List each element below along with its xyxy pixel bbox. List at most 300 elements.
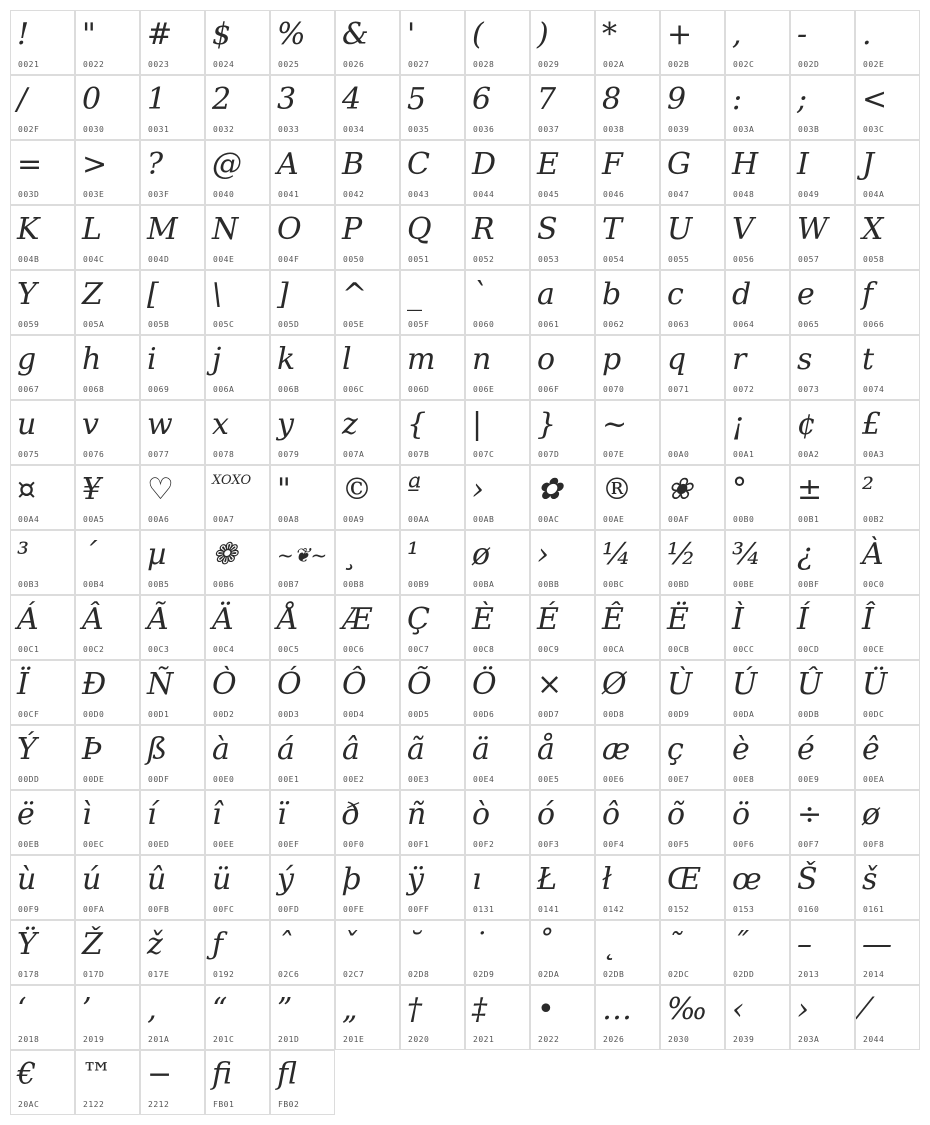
glyph-cell xyxy=(335,530,400,595)
glyph-cell xyxy=(75,10,140,75)
glyph-sample: — xyxy=(862,927,892,962)
glyph-codepoint-label: 00C0 xyxy=(863,580,885,589)
glyph-cell xyxy=(335,920,400,985)
glyph-sample: u xyxy=(17,407,37,442)
glyph-cell xyxy=(75,595,140,660)
glyph-codepoint-label: 0056 xyxy=(733,255,755,264)
glyph-cell xyxy=(10,855,75,920)
glyph-codepoint-label: 00B7 xyxy=(278,580,300,589)
glyph-cell xyxy=(205,660,270,725)
glyph-codepoint-label: 005A xyxy=(83,320,105,329)
glyph-sample: À xyxy=(862,537,884,572)
glyph-codepoint-label: 00B5 xyxy=(148,580,170,589)
glyph-codepoint-label: 0021 xyxy=(18,60,40,69)
glyph-cell xyxy=(205,595,270,660)
glyph-cell xyxy=(205,75,270,140)
glyph-codepoint-label: 00F0 xyxy=(343,840,365,849)
glyph-sample: É xyxy=(537,602,559,637)
glyph-codepoint-label: 00A9 xyxy=(343,515,365,524)
glyph-cell xyxy=(790,595,855,660)
glyph-codepoint-label: 0152 xyxy=(668,905,690,914)
glyph-sample: ž xyxy=(147,927,163,962)
glyph-cell xyxy=(205,1050,270,1115)
glyph-sample: ¢ xyxy=(797,407,817,442)
glyph-codepoint-label: 00D0 xyxy=(83,710,105,719)
glyph-sample: v xyxy=(82,407,99,442)
glyph-cell xyxy=(790,400,855,465)
glyph-sample: q xyxy=(667,342,687,377)
glyph-sample: Ž xyxy=(82,927,103,962)
glyph-cell xyxy=(205,920,270,985)
glyph-codepoint-label: 02DA xyxy=(538,970,560,979)
glyph-sample: Ç xyxy=(407,602,430,637)
glyph-sample: H xyxy=(732,147,759,182)
glyph-sample: é xyxy=(797,732,815,767)
glyph-cell xyxy=(660,335,725,400)
glyph-codepoint-label: 0073 xyxy=(798,385,820,394)
glyph-codepoint-label: 00F3 xyxy=(538,840,560,849)
glyph-sample: : xyxy=(732,82,743,117)
glyph-codepoint-label: 0047 xyxy=(668,190,690,199)
glyph-sample: \ xyxy=(212,277,223,312)
glyph-sample: 3 xyxy=(277,82,297,117)
glyph-cell xyxy=(855,465,920,530)
glyph-sample: ˘ xyxy=(407,927,422,962)
glyph-cell xyxy=(660,400,725,465)
glyph-codepoint-label: 0035 xyxy=(408,125,430,134)
glyph-cell xyxy=(205,335,270,400)
glyph-cell xyxy=(140,10,205,75)
glyph-cell xyxy=(855,335,920,400)
glyph-cell xyxy=(270,270,335,335)
glyph-sample: Í xyxy=(797,602,809,637)
glyph-cell xyxy=(725,725,790,790)
glyph-codepoint-label: 00F2 xyxy=(473,840,495,849)
glyph-cell xyxy=(855,140,920,205)
glyph-cell xyxy=(335,465,400,530)
glyph-codepoint-label: 02DB xyxy=(603,970,625,979)
glyph-sample: ' xyxy=(407,17,416,52)
glyph-sample: Î xyxy=(862,602,874,637)
glyph-codepoint-label: 00FF xyxy=(408,905,430,914)
glyph-cell xyxy=(205,270,270,335)
glyph-cell xyxy=(10,400,75,465)
glyph-codepoint-label: 00FB xyxy=(148,905,170,914)
glyph-sample: Å xyxy=(277,602,299,637)
glyph-sample: › xyxy=(472,472,484,507)
glyph-codepoint-label: 0025 xyxy=(278,60,300,69)
glyph-sample: ë xyxy=(17,797,35,832)
glyph-cell xyxy=(270,855,335,920)
glyph-cell xyxy=(660,985,725,1050)
glyph-codepoint-label: 2044 xyxy=(863,1035,885,1044)
glyph-sample: g xyxy=(17,342,37,377)
glyph-cell xyxy=(400,205,465,270)
glyph-sample: ê xyxy=(862,732,880,767)
glyph-codepoint-label: 004D xyxy=(148,255,170,264)
glyph-sample: Á xyxy=(17,602,39,637)
glyph-sample: ä xyxy=(472,732,490,767)
glyph-cell xyxy=(205,530,270,595)
glyph-cell xyxy=(855,75,920,140)
glyph-sample: © xyxy=(342,472,372,507)
glyph-cell xyxy=(270,595,335,660)
glyph-sample: z xyxy=(342,407,358,442)
glyph-codepoint-label: 2030 xyxy=(668,1035,690,1044)
glyph-sample: o xyxy=(537,342,556,377)
glyph-sample: Ã xyxy=(147,602,169,637)
glyph-codepoint-label: 02C6 xyxy=(278,970,300,979)
glyph-cell xyxy=(660,10,725,75)
glyph-codepoint-label: 2020 xyxy=(408,1035,430,1044)
glyph-codepoint-label: 00CC xyxy=(733,645,755,654)
glyph-sample: Q xyxy=(407,212,432,247)
glyph-sample: Š xyxy=(797,862,818,897)
glyph-sample: Ï xyxy=(17,667,29,702)
glyph-sample: ~ xyxy=(602,407,628,442)
glyph-codepoint-label: 00B8 xyxy=(343,580,365,589)
glyph-cell xyxy=(660,205,725,270)
glyph-codepoint-label: 0053 xyxy=(538,255,560,264)
glyph-sample: O xyxy=(277,212,302,247)
glyph-sample: ‡ xyxy=(472,992,487,1027)
glyph-cell xyxy=(75,75,140,140)
glyph-codepoint-label: 00E9 xyxy=(798,775,820,784)
glyph-codepoint-label: 00A3 xyxy=(863,450,885,459)
glyph-codepoint-label: 0072 xyxy=(733,385,755,394)
glyph-sample: ³ xyxy=(17,537,30,572)
glyph-cell xyxy=(140,530,205,595)
glyph-cell xyxy=(10,140,75,205)
glyph-codepoint-label: 00E8 xyxy=(733,775,755,784)
glyph-cell xyxy=(10,335,75,400)
glyph-sample: X xyxy=(862,212,884,247)
glyph-sample: † xyxy=(407,992,422,1027)
glyph-cell xyxy=(530,725,595,790)
glyph-sample: − xyxy=(147,1057,173,1092)
glyph-sample: E xyxy=(537,147,559,182)
glyph-codepoint-label: 2014 xyxy=(863,970,885,979)
glyph-cell xyxy=(595,660,660,725)
glyph-codepoint-label: 005B xyxy=(148,320,170,329)
glyph-cell xyxy=(530,465,595,530)
glyph-codepoint-label: 006F xyxy=(538,385,560,394)
glyph-sample: ‘ xyxy=(17,992,27,1027)
glyph-cell xyxy=(725,335,790,400)
glyph-codepoint-label: 2039 xyxy=(733,1035,755,1044)
glyph-cell xyxy=(140,75,205,140)
glyph-sample: á xyxy=(277,732,295,767)
glyph-sample: , xyxy=(732,17,742,52)
glyph-cell xyxy=(465,725,530,790)
glyph-sample: ñ xyxy=(407,797,427,832)
glyph-codepoint-label: 0068 xyxy=(83,385,105,394)
glyph-cell xyxy=(465,140,530,205)
glyph-cell xyxy=(855,205,920,270)
glyph-sample: Ì xyxy=(732,602,744,637)
glyph-codepoint-label: 003D xyxy=(18,190,40,199)
glyph-codepoint-label: 02C7 xyxy=(343,970,365,979)
glyph-cell xyxy=(400,10,465,75)
glyph-cell xyxy=(270,400,335,465)
glyph-sample: K xyxy=(17,212,40,247)
glyph-cell xyxy=(335,140,400,205)
glyph-sample: > xyxy=(82,147,108,182)
glyph-codepoint-label: 0076 xyxy=(83,450,105,459)
glyph-codepoint-label: 201D xyxy=(278,1035,300,1044)
glyph-cell xyxy=(335,595,400,660)
glyph-codepoint-label: 0038 xyxy=(603,125,625,134)
glyph-sample: ô xyxy=(602,797,621,832)
glyph-codepoint-label: 007D xyxy=(538,450,560,459)
glyph-codepoint-label: 00AA xyxy=(408,515,430,524)
glyph-cell xyxy=(335,400,400,465)
glyph-codepoint-label: 0040 xyxy=(213,190,235,199)
glyph-codepoint-label: 002A xyxy=(603,60,625,69)
glyph-cell xyxy=(790,920,855,985)
glyph-sample: ¹ xyxy=(407,537,420,572)
glyph-codepoint-label: 00D2 xyxy=(213,710,235,719)
glyph-sample: ✿ xyxy=(537,472,563,507)
glyph-sample: W xyxy=(797,212,828,247)
glyph-codepoint-label: 00FA xyxy=(83,905,105,914)
glyph-cell xyxy=(660,790,725,855)
glyph-codepoint-label: 00F9 xyxy=(18,905,40,914)
glyph-cell xyxy=(855,270,920,335)
glyph-codepoint-label: 00CE xyxy=(863,645,885,654)
glyph-sample: ¼ xyxy=(602,537,632,572)
glyph-sample: e xyxy=(797,277,815,312)
glyph-cell xyxy=(725,465,790,530)
glyph-codepoint-label: 005E xyxy=(343,320,365,329)
glyph-codepoint-label: 00BE xyxy=(733,580,755,589)
glyph-cell xyxy=(400,270,465,335)
glyph-cell xyxy=(465,10,530,75)
glyph-codepoint-label: 02DC xyxy=(668,970,690,979)
glyph-sample: % xyxy=(277,17,306,52)
glyph-sample: j xyxy=(212,342,222,377)
glyph-codepoint-label: 0070 xyxy=(603,385,625,394)
glyph-cell xyxy=(75,400,140,465)
glyph-cell xyxy=(595,75,660,140)
glyph-cell xyxy=(140,790,205,855)
glyph-sample: - xyxy=(797,17,808,52)
glyph-sample: ß xyxy=(147,732,168,767)
glyph-codepoint-label: 00D4 xyxy=(343,710,365,719)
glyph-sample: Â xyxy=(82,602,104,637)
glyph-sample: û xyxy=(147,862,167,897)
glyph-cell xyxy=(400,400,465,465)
glyph-sample: Ł xyxy=(537,862,558,897)
glyph-sample: ø xyxy=(862,797,881,832)
glyph-cell xyxy=(205,725,270,790)
glyph-codepoint-label: 0034 xyxy=(343,125,365,134)
glyph-codepoint-label: 00E1 xyxy=(278,775,300,784)
glyph-cell xyxy=(140,270,205,335)
glyph-sample: Y xyxy=(17,277,37,312)
glyph-codepoint-label: 00E4 xyxy=(473,775,495,784)
glyph-cell xyxy=(855,985,920,1050)
glyph-cell xyxy=(335,725,400,790)
glyph-codepoint-label: 00A0 xyxy=(668,450,690,459)
glyph-sample: ½ xyxy=(667,537,697,572)
glyph-sample: ¿ xyxy=(797,537,814,572)
glyph-sample: Ÿ xyxy=(17,927,37,962)
glyph-cell xyxy=(595,530,660,595)
glyph-cell xyxy=(790,75,855,140)
glyph-cell xyxy=(270,10,335,75)
glyph-codepoint-label: 00B9 xyxy=(408,580,430,589)
glyph-sample: " xyxy=(277,472,291,507)
glyph-sample: ú xyxy=(82,862,102,897)
glyph-cell xyxy=(465,400,530,465)
glyph-codepoint-label: 00A1 xyxy=(733,450,755,459)
glyph-sample: â xyxy=(342,732,360,767)
glyph-cell xyxy=(855,790,920,855)
glyph-codepoint-label: FB02 xyxy=(278,1100,300,1109)
glyph-codepoint-label: 0071 xyxy=(668,385,690,394)
glyph-cell xyxy=(465,920,530,985)
glyph-codepoint-label: 0043 xyxy=(408,190,430,199)
glyph-codepoint-label: 00AB xyxy=(473,515,495,524)
glyph-sample: S xyxy=(537,212,558,247)
glyph-codepoint-label: 002D xyxy=(798,60,820,69)
glyph-sample: ¸ xyxy=(342,537,357,572)
glyph-sample: / xyxy=(17,82,28,117)
glyph-cell xyxy=(660,465,725,530)
glyph-sample: l xyxy=(342,342,352,377)
glyph-cell xyxy=(400,660,465,725)
glyph-codepoint-label: 0041 xyxy=(278,190,300,199)
glyph-cell xyxy=(75,335,140,400)
glyph-chart-grid xyxy=(10,10,920,1115)
glyph-sample: k xyxy=(277,342,296,377)
glyph-sample: s xyxy=(797,342,813,377)
glyph-sample: XOXO xyxy=(212,473,252,488)
glyph-codepoint-label: 0069 xyxy=(148,385,170,394)
glyph-codepoint-label: 00DD xyxy=(18,775,40,784)
glyph-sample: # xyxy=(147,17,173,52)
glyph-codepoint-label: 003A xyxy=(733,125,755,134)
glyph-codepoint-label: 00C3 xyxy=(148,645,170,654)
glyph-sample: B xyxy=(342,147,365,182)
glyph-codepoint-label: 0037 xyxy=(538,125,560,134)
glyph-sample: ❁ xyxy=(212,537,238,572)
glyph-codepoint-label: 0028 xyxy=(473,60,495,69)
glyph-cell xyxy=(75,140,140,205)
glyph-sample: L xyxy=(82,212,102,247)
glyph-cell xyxy=(75,790,140,855)
glyph-sample: ÿ xyxy=(407,862,424,897)
glyph-sample: ~❦~ xyxy=(277,543,328,567)
glyph-sample: œ xyxy=(732,862,762,897)
glyph-codepoint-label: 00FD xyxy=(278,905,300,914)
glyph-sample: c xyxy=(667,277,684,312)
glyph-cell xyxy=(725,75,790,140)
glyph-codepoint-label: 0044 xyxy=(473,190,495,199)
glyph-cell xyxy=(10,10,75,75)
glyph-sample: ± xyxy=(797,472,823,507)
glyph-cell xyxy=(790,205,855,270)
glyph-codepoint-label: 00F8 xyxy=(863,840,885,849)
glyph-cell xyxy=(205,400,270,465)
glyph-codepoint-label: 00C9 xyxy=(538,645,560,654)
glyph-cell xyxy=(270,140,335,205)
glyph-sample: Ñ xyxy=(147,667,174,702)
glyph-sample: } xyxy=(537,407,557,442)
glyph-sample: Ý xyxy=(17,732,37,767)
glyph-codepoint-label: 00BD xyxy=(668,580,690,589)
glyph-codepoint-label: 0061 xyxy=(538,320,560,329)
glyph-codepoint-label: 00F1 xyxy=(408,840,430,849)
glyph-cell xyxy=(465,790,530,855)
glyph-sample: 1 xyxy=(147,82,167,117)
glyph-cell xyxy=(595,725,660,790)
glyph-codepoint-label: 0077 xyxy=(148,450,170,459)
glyph-cell xyxy=(530,920,595,985)
glyph-codepoint-label: 00DE xyxy=(83,775,105,784)
glyph-sample: 5 xyxy=(407,82,427,117)
glyph-codepoint-label: 00BB xyxy=(538,580,560,589)
glyph-codepoint-label: 2022 xyxy=(538,1035,560,1044)
glyph-cell xyxy=(10,270,75,335)
glyph-sample: ° xyxy=(732,472,747,507)
glyph-codepoint-label: 00CD xyxy=(798,645,820,654)
glyph-codepoint-label: 00EB xyxy=(18,840,40,849)
glyph-codepoint-label: 00E7 xyxy=(668,775,690,784)
glyph-cell xyxy=(855,10,920,75)
glyph-cell xyxy=(725,205,790,270)
glyph-sample: P xyxy=(342,212,363,247)
glyph-cell xyxy=(335,270,400,335)
glyph-codepoint-label: 0067 xyxy=(18,385,40,394)
glyph-cell xyxy=(530,205,595,270)
glyph-sample: ù xyxy=(17,862,37,897)
glyph-cell xyxy=(335,10,400,75)
glyph-cell xyxy=(465,335,530,400)
glyph-cell xyxy=(270,790,335,855)
glyph-codepoint-label: 0031 xyxy=(148,125,170,134)
glyph-sample: ﬁ xyxy=(212,1057,233,1092)
glyph-cell xyxy=(140,660,205,725)
glyph-sample: ü xyxy=(212,862,232,897)
glyph-sample: Û xyxy=(797,667,823,702)
glyph-sample: y xyxy=(277,407,294,442)
glyph-sample: x xyxy=(212,407,229,442)
glyph-codepoint-label: 0033 xyxy=(278,125,300,134)
glyph-codepoint-label: 004A xyxy=(863,190,885,199)
glyph-codepoint-label: 004B xyxy=(18,255,40,264)
glyph-cell xyxy=(75,465,140,530)
glyph-sample: ˝ xyxy=(732,927,747,962)
glyph-sample: þ xyxy=(342,862,362,897)
glyph-cell xyxy=(790,270,855,335)
glyph-sample: ( xyxy=(472,17,484,52)
glyph-cell xyxy=(140,335,205,400)
glyph-sample: • xyxy=(537,992,555,1027)
glyph-cell xyxy=(270,725,335,790)
glyph-cell xyxy=(855,660,920,725)
glyph-cell xyxy=(75,1050,140,1115)
glyph-cell xyxy=(400,465,465,530)
glyph-codepoint-label: 201C xyxy=(213,1035,235,1044)
glyph-codepoint-label: 00DF xyxy=(148,775,170,784)
glyph-sample: ˛ xyxy=(602,927,617,962)
glyph-codepoint-label: 0064 xyxy=(733,320,755,329)
glyph-cell xyxy=(530,790,595,855)
glyph-cell xyxy=(530,400,595,465)
glyph-codepoint-label: 0052 xyxy=(473,255,495,264)
